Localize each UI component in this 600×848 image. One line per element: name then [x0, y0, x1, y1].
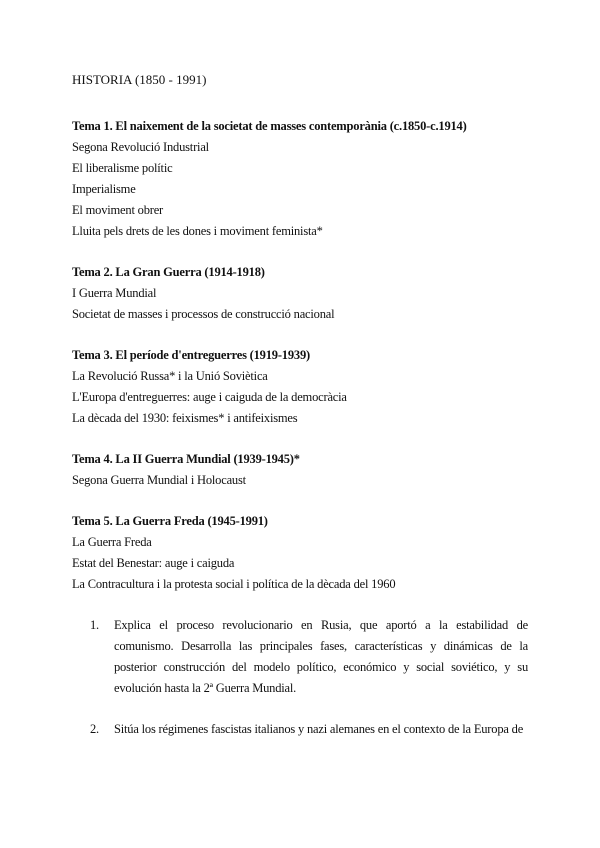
topic-item: Segona Revolució Industrial: [72, 140, 209, 154]
topic-heading: Tema 5. La Guerra Freda (1945-1991): [72, 514, 268, 528]
question-number: 2.: [90, 722, 99, 736]
topic-item: El liberalisme polític: [72, 161, 173, 175]
topic-item: La Revolució Russa* i la Unió Soviètica: [72, 369, 268, 383]
question-text: Sitúa los régimenes fascistas italianos y nazi alemanes en el contexto de la Europa de: [114, 722, 524, 736]
document-page: [72, 70, 528, 760]
topic-item: L'Europa d'entreguerres: auge i caiguda de la democràcia: [72, 390, 347, 404]
question-number: 1.: [90, 618, 99, 632]
topics-list: [72, 116, 528, 595]
topic-item: Imperialisme: [72, 182, 136, 196]
topic-block: [72, 449, 528, 491]
topic-block: [72, 345, 528, 429]
topic-heading: Tema 4. La II Guerra Mundial (1939-1945)*: [72, 452, 300, 466]
topic-item: Estat del Benestar: auge i caiguda: [72, 556, 235, 570]
question-text: Explica el proceso revolucionario en Rusia, que aportó a la estabilidad de comunismo. Desarrolla las principales fases, características y dinámicas de la posterior construcción del modelo político, económico y social soviético, y su evolución hasta la 2ª Guerra Mundial.: [114, 618, 528, 695]
topic-item: El moviment obrer: [72, 203, 164, 217]
topic-block: [72, 262, 528, 325]
topic-item: Lluita pels drets de les dones i moviment feminista*: [72, 224, 323, 238]
topic-item: Societat de masses i processos de construcció nacional: [72, 307, 335, 321]
question-item: [72, 719, 528, 740]
questions-list: [72, 615, 528, 740]
topic-heading: Tema 2. La Gran Guerra (1914-1918): [72, 265, 265, 279]
document-title: HISTORIA (1850 - 1991): [72, 72, 207, 87]
topic-item: Segona Guerra Mundial i Holocaust: [72, 473, 246, 487]
question-item: [72, 615, 528, 699]
topic-item: I Guerra Mundial: [72, 286, 157, 300]
topic-heading: Tema 1. El naixement de la societat de masses contemporània (c.1850-c.1914): [72, 119, 467, 133]
topic-item: La dècada del 1930: feixismes* i antifeixismes: [72, 411, 298, 425]
topic-item: La Contracultura i la protesta social i política de la dècada del 1960: [72, 577, 396, 591]
topic-heading: Tema 3. El període d'entreguerres (1919-1939): [72, 348, 310, 362]
topic-item: La Guerra Freda: [72, 535, 152, 549]
topic-block: [72, 511, 528, 595]
topic-block: [72, 116, 528, 242]
